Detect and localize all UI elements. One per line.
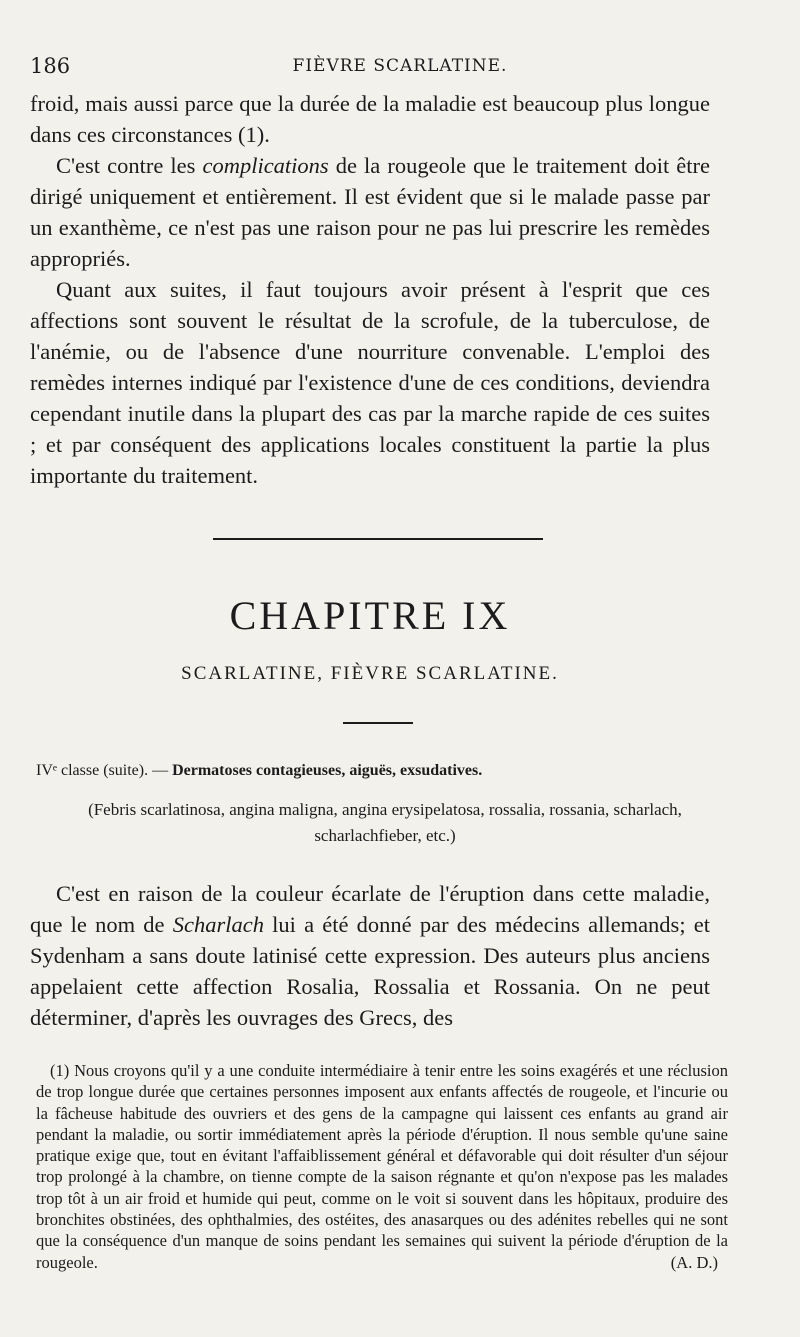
- text-run: C'est en raison de la couleur écarlate de l'éruption dans cette maladie, que le nom de: [30, 881, 710, 937]
- paragraph-complications: [30, 150, 710, 274]
- paragraph-scarlatine: [30, 878, 710, 1033]
- class-prefix: IVᵉ classe (suite). —: [36, 762, 173, 779]
- page-number: 186: [30, 54, 71, 78]
- text-run: lui a été donné par des médecins allemands; et Sydenham a sans doute latinisé cette expression. Des auteurs plus anciens appelaient cette affection Rosalia, Rossalia et Rossania. On ne peut déterminer, d'après les ouvrages des Grecs, des: [30, 912, 710, 1030]
- text-run: C'est contre les: [56, 153, 203, 178]
- footnote-text: (1) Nous croyons qu'il y a une conduite intermédiaire à tenir entre les soins exagérés et une réclusion de trop longue durée que certaines personnes imposent aux enfants affectés de rougeole, et l'incurie ou la fâcheuse habitude des ouvriers et des gens de la campagne qui laissent ces enfants au grand air pendant la maladie, ou sortir immédiatement après la période d'éruption. Il nous semble qu'une saine pratique exige que, tout en évitant l'affaiblissement général et défavorable qui doit résulter d'un séjour trop prolongé à la chambre, on tienne compte de la saison régnante et qu'on n'expose pas les malades trop tôt à un air froid et humide qui peut, comme on le voit si souvent dans les hôpitaux, produire des bronchites obstinées, des ophthalmies, des ostéites, des anasarques ou des adénites rebelles qui ne sont que la conséquence d'un manque de soins pendant les semaines qui suivent la période d'éruption de la rougeole.: [36, 1061, 728, 1272]
- top-text-block: [30, 88, 710, 491]
- footnote-signature: (A. D.): [670, 1252, 718, 1272]
- italic-term: complications: [202, 153, 329, 178]
- class-title: Dermatoses contagieuses, aiguës, exsudatives.: [172, 762, 483, 779]
- running-title: FIÈVRE SCARLATINE.: [292, 56, 508, 76]
- paragraph-continuation: froid, mais aussi parce que la durée de la maladie est beaucoup plus longue dans ces circonstances (1).: [30, 91, 710, 147]
- text-run: de la rougeole que le traitement doit être dirigé uniquement et entièrement. Il est évident que si le malade passe par un exanthème, ce n'est pas une raison pour ne pas lui prescrire les remèdes appropriés.: [30, 153, 710, 271]
- chapter-title: CHAPITRE IX: [229, 593, 511, 638]
- paragraph-suites: Quant aux suites, il faut toujours avoir présent à l'esprit que ces affections sont souvent le résultat de la scrofule, de la tuberculose, de l'anémie, ou de l'absence d'une nourriture convenable. L'emploi des remèdes internes indiqué par l'existence d'une de ces conditions, deviendra cependant inutile dans la plupart des cas par la marche rapide de ces suites ; et par conséquent des applications locales constituent la partie la plus importante du traitement.: [30, 277, 710, 488]
- body-text-block: [30, 878, 710, 1033]
- footnote: [36, 1060, 728, 1273]
- running-header: [30, 54, 770, 84]
- synonyms-list: (Febris scarlatinosa, angina maligna, angina erysipelatosa, rossalia, rossania, scharlach, scharlachfieber, etc.): [88, 800, 682, 845]
- class-heading: [36, 762, 736, 780]
- chapter-subtitle: SCARLATINE, FIÈVRE SCARLATINE.: [181, 663, 559, 684]
- italic-term: Scharlach: [172, 912, 264, 937]
- short-divider: [343, 722, 413, 724]
- section-divider: [213, 538, 543, 540]
